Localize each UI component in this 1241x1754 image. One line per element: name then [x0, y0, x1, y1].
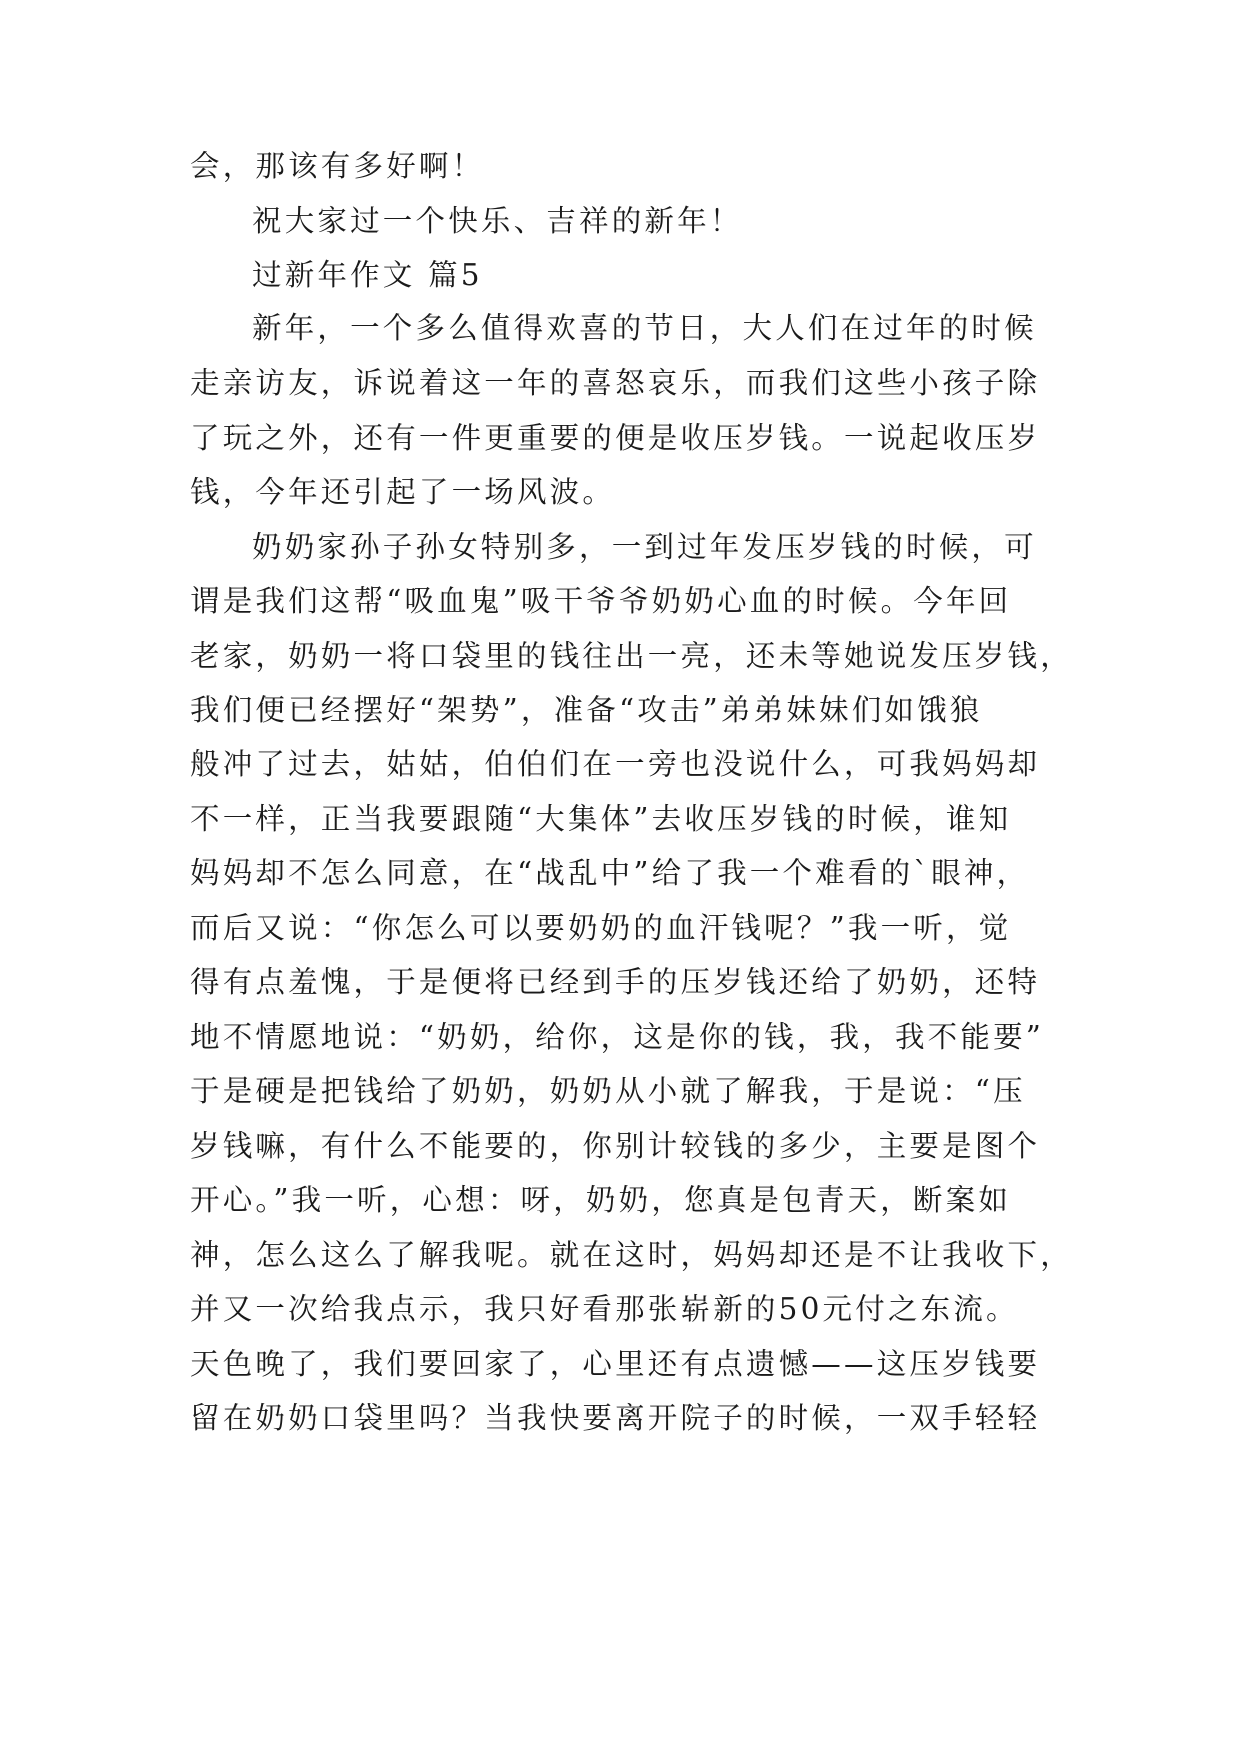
text-line: 奶奶家孙子孙女特别多，一到过年发压岁钱的时候，可 — [252, 530, 1037, 564]
section-heading: 过新年作文 篇5 — [252, 258, 483, 292]
text-line: 得有点羞愧，于是便将已经到手的压岁钱还给了奶奶，还特 — [190, 965, 1041, 999]
text-line: 留在奶奶口袋里吗？当我快要离开院子的时候，一双手轻轻 — [190, 1401, 1041, 1435]
text-line: 谓是我们这帮“吸血鬼”吸干爷爷奶奶心血的时候。今年回 — [190, 584, 1012, 618]
text-line: 地不情愿地说：“奶奶，给你，这是你的钱，我，我不能要” — [190, 1020, 1045, 1054]
text-line: 老家，奶奶一将口袋里的钱往出一亮，还未等她说发压岁钱， — [190, 639, 1073, 673]
text-line: 天色晚了，我们要回家了，心里还有点遗憾——这压岁钱要 — [190, 1347, 1041, 1381]
text-line: 岁钱嘛，有什么不能要的，你别计较钱的多少，主要是图个 — [190, 1129, 1041, 1163]
text-line: 了玩之外，还有一件更重要的便是收压岁钱。一说起收压岁 — [190, 421, 1041, 455]
text-line: 妈妈却不怎么同意，在“战乱中”给了我一个难看的`眼神， — [190, 856, 1030, 890]
text-line: 般冲了过去，姑姑，伯伯们在一旁也没说什么，可我妈妈却 — [190, 747, 1041, 781]
text-line: 走亲访友，诉说着这一年的喜怒哀乐，而我们这些小孩子除 — [190, 366, 1041, 400]
text-line: 新年，一个多么值得欢喜的节日，大人们在过年的时候 — [252, 311, 1037, 345]
text-line: 我们便已经摆好“架势”，准备“攻击”弟弟妹妹们如饿狼 — [190, 693, 983, 727]
text-line: 开心。”我一听，心想：呀，奶奶，您真是包青天，断案如 — [190, 1183, 1012, 1217]
text-line: 会，那该有多好啊！ — [190, 149, 485, 183]
text-line: 于是硬是把钱给了奶奶，奶奶从小就了解我，于是说：“压 — [190, 1074, 1026, 1108]
text-line: 而后又说：“你怎么可以要奶奶的血汗钱呢？”我一听，觉 — [190, 911, 1012, 945]
text-line: 钱，今年还引起了一场风波。 — [190, 475, 616, 509]
text-line: 并又一次给我点示，我只好看那张崭新的50元付之东流。 — [190, 1292, 1019, 1326]
text-line: 祝大家过一个快乐、吉祥的新年！ — [252, 204, 743, 238]
text-line: 神，怎么这么了解我呢。就在这时，妈妈却还是不让我收下， — [190, 1238, 1073, 1272]
text-line: 不一样，正当我要跟随“大集体”去收压岁钱的时候，谁知 — [190, 802, 1012, 836]
